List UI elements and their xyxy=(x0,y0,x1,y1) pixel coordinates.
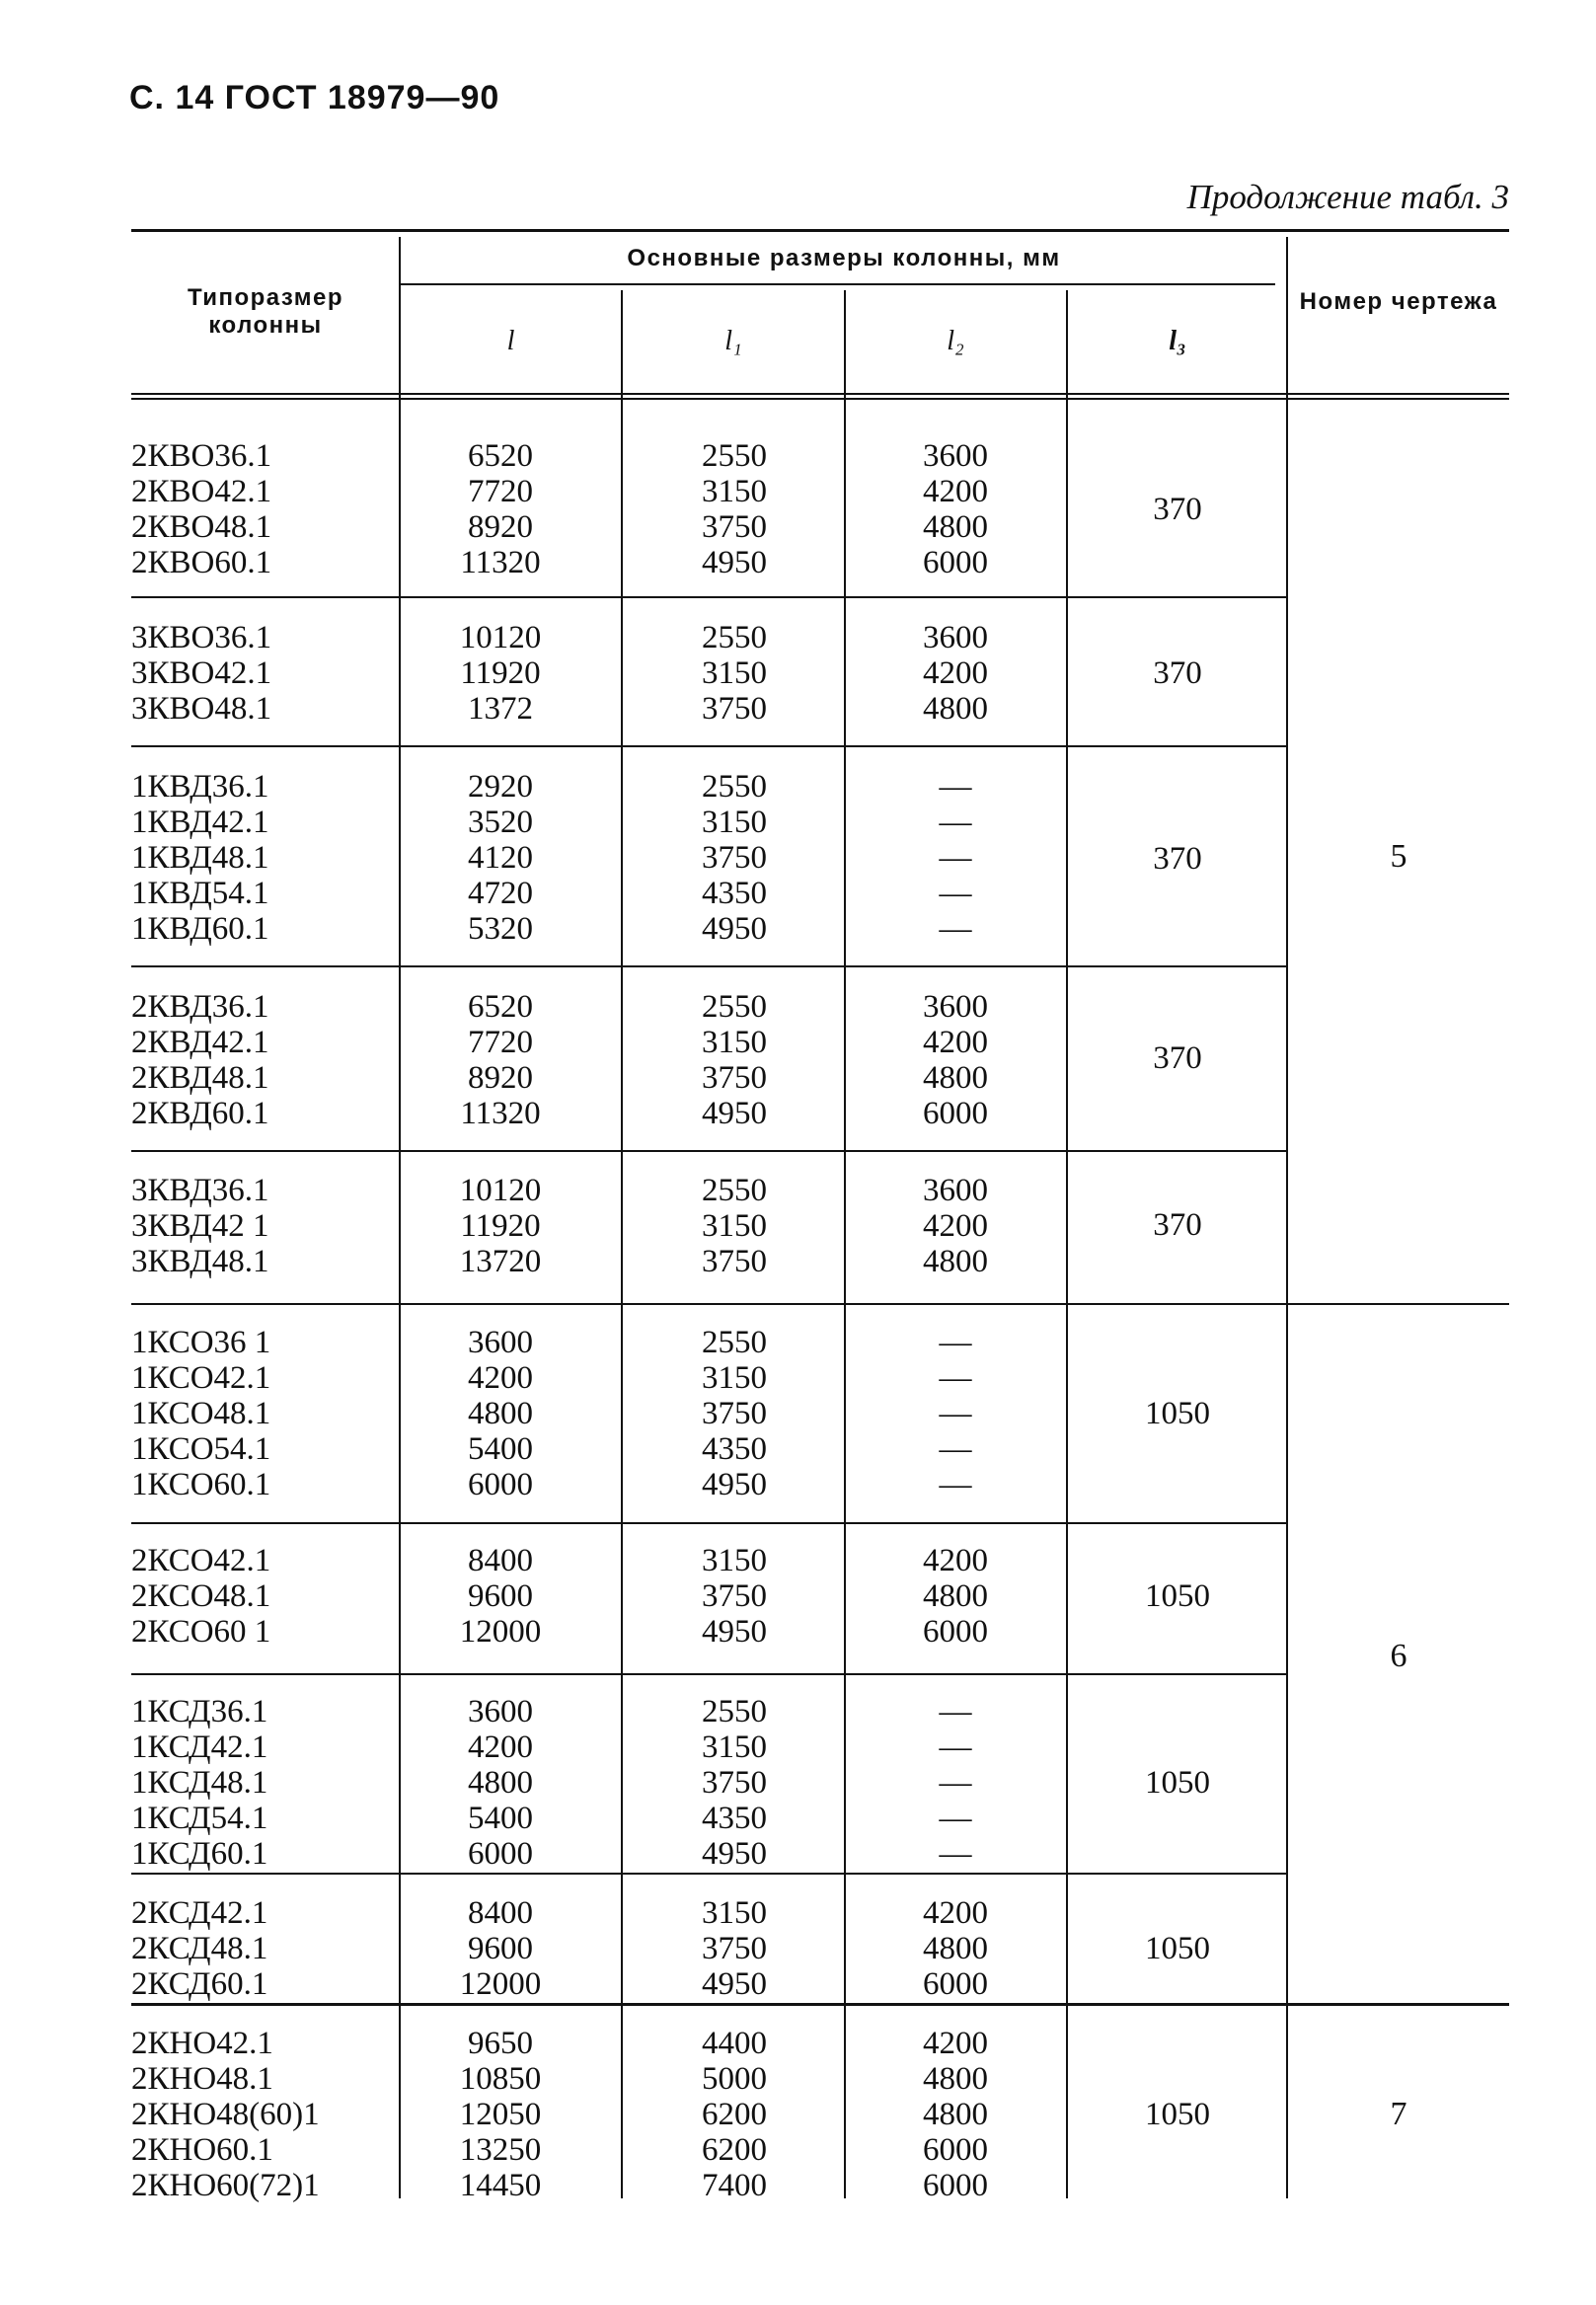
group-separator xyxy=(131,596,1286,598)
l2-cell: 4200 4800 6000 xyxy=(923,1543,988,1650)
table-continuation-caption: Продолжение табл. 3 xyxy=(1186,178,1509,216)
l1-cell: 3150 3750 4950 xyxy=(702,1895,767,2002)
group-separator xyxy=(131,1522,1286,1524)
group-separator xyxy=(131,1873,1286,1875)
col-header-l3: l₃ xyxy=(1169,326,1186,356)
l2-cell: 4200 4800 4800 6000 6000 xyxy=(923,2026,988,2203)
group-header-rule xyxy=(401,283,1275,285)
type-cell: 2КВД36.1 2КВД42.1 2КВД48.1 2КВД60.1 xyxy=(131,989,269,1131)
group-separator-drawing xyxy=(131,1303,1509,1305)
l1-cell: 2550 3150 3750 xyxy=(702,620,767,727)
col-header-l1: l₁ xyxy=(724,326,742,356)
type-cell: 3КВО36.1 3КВО42.1 3КВО48.1 xyxy=(131,620,272,727)
table-top-rule xyxy=(131,229,1509,232)
type-cell: 1КСО36 1 1КСО42.1 1КСО48.1 1КСО54.1 1КСО60.1 xyxy=(131,1325,271,1502)
l2-cell: 3600 4200 4800 6000 xyxy=(923,989,988,1131)
col-header-group: Основные размеры колонны, мм xyxy=(627,245,1061,271)
type-cell: 2КСД42.1 2КСД48.1 2КСД60.1 xyxy=(131,1895,268,2002)
type-cell: 1КВД36.1 1КВД42.1 1КВД48.1 1КВД54.1 1КВД60.1 xyxy=(131,769,269,947)
l-cell: 3600 4200 4800 5400 6000 xyxy=(468,1325,533,1502)
type-cell: 1КСД36.1 1КСД42.1 1КСД48.1 1КСД54.1 1КСД60.1 xyxy=(131,1694,268,1872)
l3-cell: 1050 xyxy=(1145,2097,1210,2132)
drawing-number: 6 xyxy=(1390,1638,1407,1674)
l-cell: 2920 3520 4120 4720 5320 xyxy=(468,769,533,947)
type-cell: 2КНО42.1 2КНО48.1 2КНО48(60)1 2КНО60.1 2КНО60(72)1 xyxy=(131,2026,320,2203)
l-cell: 8400 9600 12000 xyxy=(459,1895,542,2002)
l1-cell: 2550 3150 3750 4950 xyxy=(702,989,767,1131)
l2-cell: — — — — — xyxy=(939,1325,972,1502)
l3-cell: 370 xyxy=(1153,1040,1202,1076)
col-header-l: l xyxy=(506,326,515,356)
header-bottom-rule-1 xyxy=(131,393,1509,395)
l1-cell: 3150 3750 4950 xyxy=(702,1543,767,1650)
group-separator xyxy=(131,1150,1286,1152)
l2-cell: — — — — — xyxy=(939,1694,972,1872)
l-cell: 3600 4200 4800 5400 6000 xyxy=(468,1694,533,1872)
group-separator xyxy=(131,965,1286,967)
l3-cell: 370 xyxy=(1153,655,1202,691)
group-separator xyxy=(131,745,1286,747)
page-header: С. 14 ГОСТ 18979—90 xyxy=(129,79,500,116)
l3-cell: 1050 xyxy=(1145,1578,1210,1614)
l2-cell: 3600 4200 4800 xyxy=(923,620,988,727)
drawing-number: 5 xyxy=(1390,838,1407,875)
group-separator-drawing xyxy=(131,2003,1509,2006)
l2-cell: — — — — — xyxy=(939,769,972,947)
l1-cell: 2550 3150 3750 4950 xyxy=(702,438,767,580)
header-bottom-rule-2 xyxy=(131,398,1509,400)
l2-cell: 3600 4200 4800 xyxy=(923,1173,988,1279)
col-header-type: Типоразмер колонны xyxy=(187,284,344,339)
l1-cell: 2550 3150 3750 4350 4950 xyxy=(702,769,767,947)
l-cell: 6520 7720 8920 11320 xyxy=(460,989,541,1131)
dimensions-table xyxy=(131,229,1509,2203)
l1-cell: 2550 3150 3750 4350 4950 xyxy=(702,1325,767,1502)
l-cell: 6520 7720 8920 11320 xyxy=(460,438,541,580)
type-cell: 2КСО42.1 2КСО48.1 2КСО60 1 xyxy=(131,1543,271,1650)
l2-cell: 3600 4200 4800 6000 xyxy=(923,438,988,580)
col-rule-l2 xyxy=(1066,290,1068,2198)
l1-cell: 4400 5000 6200 6200 7400 xyxy=(702,2026,767,2203)
l1-cell: 2550 3150 3750 4350 4950 xyxy=(702,1694,767,1872)
l3-cell: 370 xyxy=(1153,492,1202,527)
drawing-number: 7 xyxy=(1390,2096,1407,2132)
l-cell: 8400 9600 12000 xyxy=(459,1543,542,1650)
l-cell: 10120 11920 1372 xyxy=(459,620,542,727)
group-separator xyxy=(131,1673,1286,1675)
type-cell: 2КВО36.1 2КВО42.1 2КВО48.1 2КВО60.1 xyxy=(131,438,272,580)
col-header-drawing: Номер чертежа xyxy=(1299,288,1498,315)
l3-cell: 1050 xyxy=(1145,1931,1210,1966)
l3-cell: 370 xyxy=(1153,1207,1202,1243)
l-cell: 9650 10850 12050 13250 14450 xyxy=(459,2026,542,2203)
l-cell: 10120 11920 13720 xyxy=(459,1173,542,1279)
l2-cell: 4200 4800 6000 xyxy=(923,1895,988,2002)
l1-cell: 2550 3150 3750 xyxy=(702,1173,767,1279)
col-header-l2: l₂ xyxy=(947,326,964,356)
type-cell: 3КВД36.1 3КВД42 1 3КВД48.1 xyxy=(131,1173,269,1279)
l3-cell: 370 xyxy=(1153,841,1202,877)
l3-cell: 1050 xyxy=(1145,1396,1210,1431)
l3-cell: 1050 xyxy=(1145,1765,1210,1801)
